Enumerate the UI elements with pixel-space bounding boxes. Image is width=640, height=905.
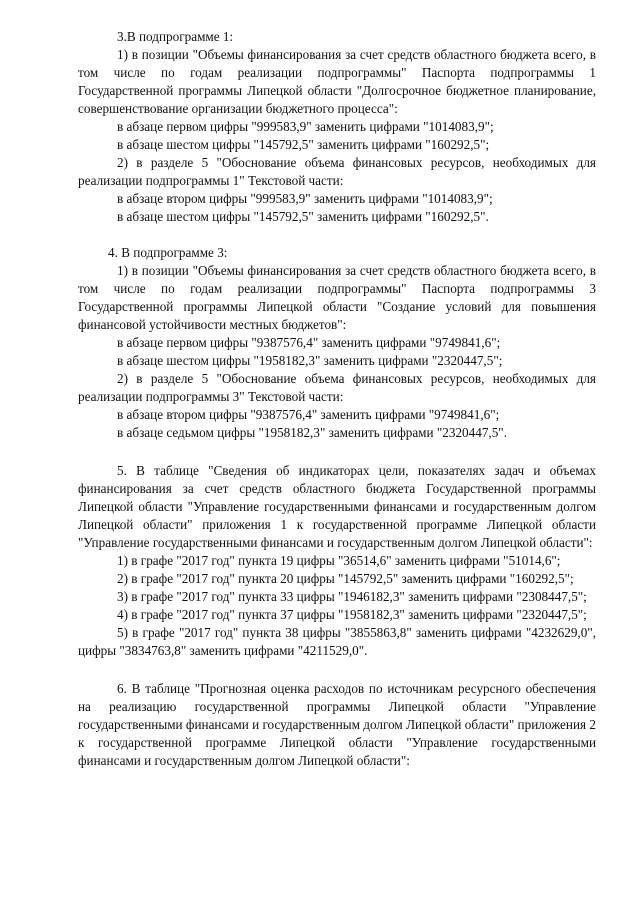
section-3-paragraph: в абзаце втором цифры "999583,9" заменить цифрами "1014083,9"; xyxy=(117,191,493,206)
section-5-item: 2) в графе "2017 год" пункта 20 цифры "145792,5" заменить цифрами "160292,5"; xyxy=(117,571,574,586)
section-5-item: 3) в графе "2017 год" пункта 33 цифры "1946182,3" заменить цифрами "2308447,5"; xyxy=(117,589,587,604)
spacer xyxy=(78,660,596,680)
section-3-heading: 3.В подпрограмме 1: xyxy=(117,29,234,44)
section-5-item: 1) в графе "2017 год" пункта 19 цифры "36514,6" заменить цифрами "51014,6"; xyxy=(117,553,561,568)
section-4-paragraph: 2) в разделе 5 "Обоснование объема финансовых ресурсов, необходимых для реализации подпрограммы 3" Текстовой части: xyxy=(78,371,596,404)
section-5-intro: 5. В таблице "Сведения об индикаторах цели, показателях задач и объемах финансирования за счет средств областного бюджета Государственной программы Липецкой области "Управление государственными финансами и государственным долгом Липецкой области" приложения 1 к государственной программе Липецкой области "Управление государственными финансами и государственным долгом Липецкой области": xyxy=(78,463,596,550)
spacer xyxy=(78,226,596,244)
section-3-paragraph: 1) в позиции "Объемы финансирования за счет средств областного бюджета всего, в том числе по годам реализации подпрограммы" Паспорта подпрограммы 1 Государственной программы Липецкой области "Долгосрочное бюджетное планирование, совершенствование организации бюджетного процесса": xyxy=(78,47,596,116)
section-4-paragraph: в абзаце втором цифры "9387576,4" заменить цифрами "9749841,6"; xyxy=(117,407,500,422)
section-6-intro: 6. В таблице "Прогнозная оценка расходов по источникам ресурсного обеспечения на реализацию государственной программы Липецкой области "Управление государственными финансами и государственным долгом Липецкой области" приложения 2 к государственной программе Липецкой области "Управление государственными финансами и государственным долгом Липецкой области": xyxy=(78,681,596,768)
section-5-item: 4) в графе "2017 год" пункта 37 цифры "1958182,3" заменить цифрами "2320447,5"; xyxy=(117,607,587,622)
section-5-item: 5) в графе "2017 год" пункта 38 цифры "3855863,8" заменить цифрами "4232629,0", цифры "3834763,8" заменить цифрами "4211529,0". xyxy=(78,625,596,658)
spacer xyxy=(78,442,596,462)
section-4-paragraph: в абзаце седьмом цифры "1958182,3" заменить цифрами "2320447,5". xyxy=(117,425,507,440)
section-4-paragraph: в абзаце первом цифры "9387576,4" заменить цифрами "9749841,6"; xyxy=(117,335,501,350)
section-4-paragraph: 1) в позиции "Объемы финансирования за счет средств областного бюджета всего, в том числе по годам реализации подпрограммы" Паспорта подпрограммы 3 Государственной программы Липецкой области "Создание условий для повышения финансовой устойчивости местных бюджетов": xyxy=(78,263,596,332)
section-3-paragraph: в абзаце шестом цифры "145792,5" заменить цифрами "160292,5". xyxy=(117,209,489,224)
section-4-heading: 4. В подпрограмме 3: xyxy=(108,245,228,260)
section-3-paragraph: в абзаце первом цифры "999583,9" заменить цифрами "1014083,9"; xyxy=(117,119,494,134)
section-3-paragraph: в абзаце шестом цифры "145792,5" заменить цифрами "160292,5"; xyxy=(117,137,490,152)
section-4-paragraph: в абзаце шестом цифры "1958182,3" заменить цифрами "2320447,5"; xyxy=(117,353,503,368)
section-3-paragraph: 2) в разделе 5 "Обоснование объема финансовых ресурсов, необходимых для реализации подпрограммы 1" Текстовой части: xyxy=(78,155,596,188)
